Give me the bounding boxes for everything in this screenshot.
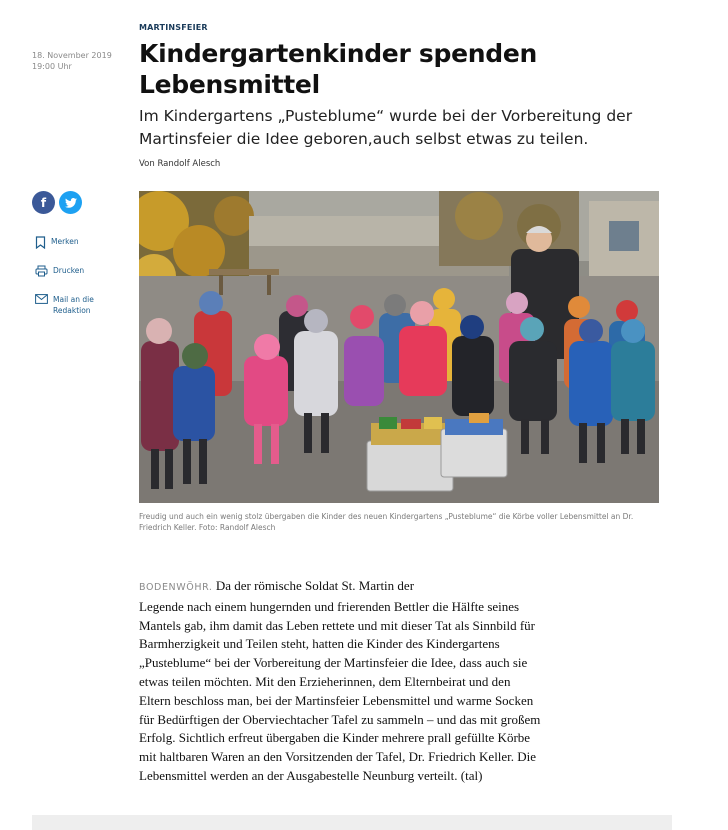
article-kicker: MARTINSFEIER [139, 23, 208, 32]
facebook-share-button[interactable] [32, 191, 55, 214]
article-body [139, 577, 559, 786]
body-line-3: Mantels gab, ihm damit das Leben rettete und mit dieser Tat als Sinnbild für [139, 617, 535, 633]
bookmark-icon [35, 236, 46, 249]
body-line-9: Erfolg. Sichtlich erfreut übergaben die Kinder mehrere prall gefüllte Körbe [139, 730, 531, 746]
publish-date-day: 18. November 2019 [32, 51, 112, 60]
publish-date-time: 19:00 Uhr [32, 62, 72, 71]
twitter-share-button[interactable] [59, 191, 82, 214]
body-line-7: Eltern beschloss man, bei der Martinsfeier Lebensmittel und warme Socken [139, 692, 534, 708]
bookmark-button[interactable] [35, 236, 101, 249]
print-label: Drucken [53, 266, 85, 275]
mail-label: Mail an die Redaktion [53, 295, 94, 315]
body-line-5: „Pusteblume“ bei der Vorbereitung der Martinsfeier die Idee, dass auch sie [139, 655, 528, 671]
article-title: Kindergartenkinder spenden Lebensmittel [139, 39, 537, 99]
body-line-8: für Bedürftigen der Oberviechtacher Tafel zu sammeln – und das mit großem [139, 711, 541, 727]
print-button[interactable] [35, 265, 103, 277]
facebook-icon: f [40, 195, 47, 210]
article-photo-image [139, 191, 659, 503]
printer-icon [35, 265, 48, 277]
dateline-location: BODENWÖHR. [139, 582, 213, 593]
body-line-1 [139, 577, 559, 598]
publish-date [32, 50, 112, 72]
body-line-1-text: Da der römische Soldat St. Martin der [215, 578, 415, 593]
body-line-6: etwas teilen möchten. Mit den Erzieherinnen, dem Elternbeirat und den [139, 673, 511, 689]
article-byline: Von Randolf Alesch [139, 159, 221, 169]
body-line-4: Barmherzigkeit und Teilen steht, hatten die Kinder des Kindergartens [139, 636, 500, 652]
mail-editor-button[interactable] [35, 294, 103, 316]
body-line-2: Legende nach einem hungernden und frierenden Bettler die Hälfte seines [139, 598, 520, 614]
twitter-icon [65, 198, 77, 208]
body-line-10: mit haltbaren Waren an den Vorsitzenden der Tafel, Dr. Friedrich Keller. Die [139, 749, 537, 765]
social-share [32, 191, 82, 214]
envelope-icon [35, 294, 48, 304]
bookmark-label: Merken [51, 237, 79, 246]
footer-bar [32, 815, 672, 830]
article-photo [139, 191, 659, 503]
body-line-11: Lebensmittel werden an der Ausgabestelle Neunburg verteilt. (tal) [139, 767, 483, 783]
photo-caption: Freudig und auch ein wenig stolz übergaben die Kinder des neuen Kindergartens „Pusteblume“ die Körbe voller Lebensmittel an Dr. Friedrich Keller. Foto: Randolf Alesch [139, 512, 634, 532]
article-lead: Im Kindergartens „Pusteblume“ wurde bei der Vorbereitung der Martinsfeier die Idee geboren,auch selbst etwas zu teilen. [139, 107, 633, 148]
